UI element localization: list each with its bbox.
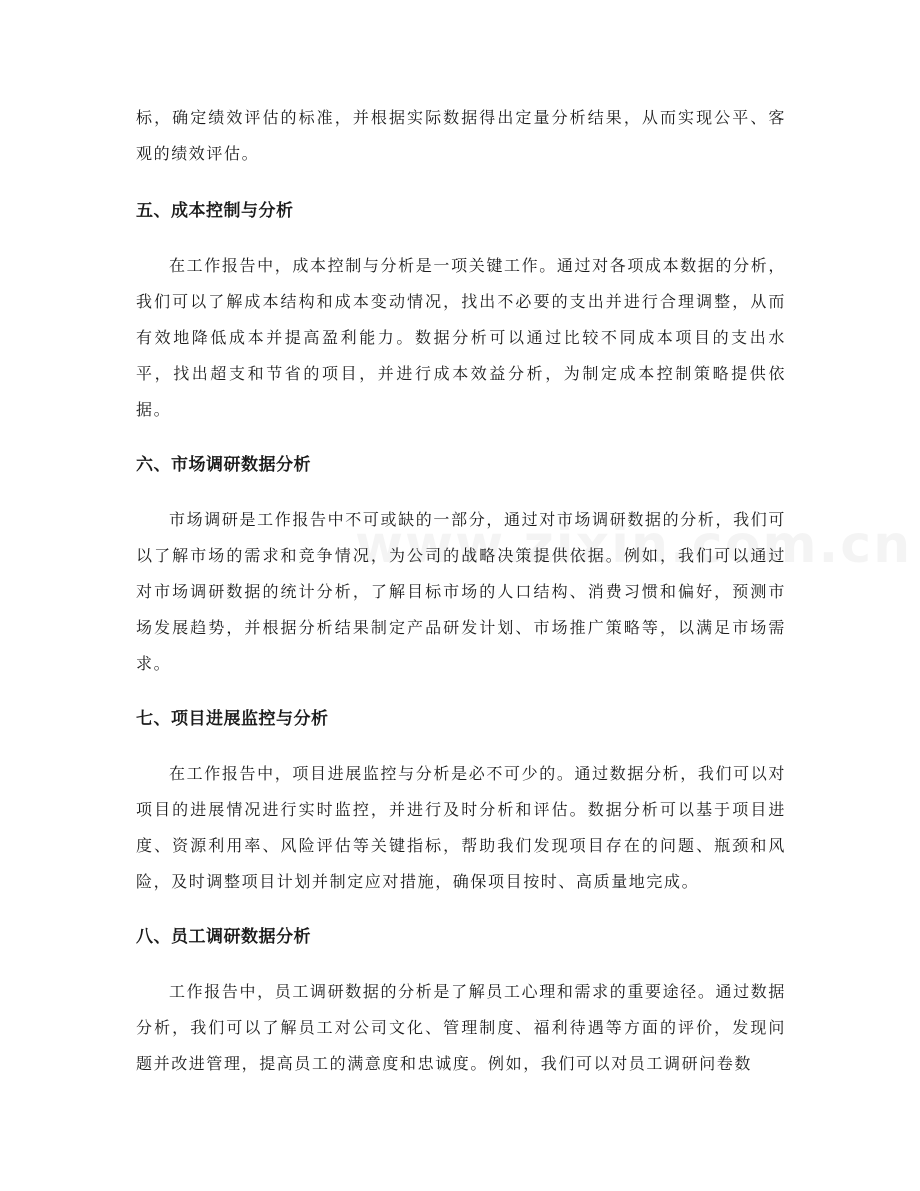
document-page — [136, 100, 786, 1082]
section-body-cost-control: 在工作报告中，成本控制与分析是一项关键工作。通过对各项成本数据的分析，我们可以了解成本结构和成本变动情况，找出不必要的支出并进行合理调整，从而有效地降低成本并提高盈利能力。数据分析可以通过比较不同成本项目的支出水平，找出超支和节省的项目，并进行成本效益分析，为制定成本控制策略提供依据。 — [136, 256, 786, 419]
section-body-employee-survey: 工作报告中，员工调研数据的分析是了解员工心理和需求的重要途径。通过数据分析，我们可以了解员工对公司文化、管理制度、福利待遇等方面的评价，发现问题并改进管理，提高员工的满意度和忠诚度。例如，我们可以对员工调研问卷数 — [136, 982, 786, 1073]
section-heading-employee-survey: 八、员工调研数据分析 — [136, 927, 311, 947]
section-body-market-research: 市场调研是工作报告中不可或缺的一部分，通过对市场调研数据的分析，我们可以了解市场的需求和竞争情况，为公司的战略决策提供依据。例如，我们可以通过对市场调研数据的统计分析，了解目标市场的人口结构、消费习惯和偏好，预测市场发展趋势，并根据分析结果制定产品研发计划、市场推广策略等，以满足市场需求。 — [136, 510, 786, 673]
section-heading-cost-control: 五、成本控制与分析 — [136, 201, 294, 221]
section-heading-project-monitoring: 七、项目进展监控与分析 — [136, 709, 329, 729]
section-heading-market-research: 六、市场调研数据分析 — [136, 455, 311, 475]
intro-paragraph: 标，确定绩效评估的标准，并根据实际数据得出定量分析结果，从而实现公平、客观的绩效评估。 — [136, 108, 786, 163]
section-body-project-monitoring: 在工作报告中，项目进展监控与分析是必不可少的。通过数据分析，我们可以对项目的进展情况进行实时监控，并进行及时分析和评估。数据分析可以基于项目进度、资源利用率、风险评估等关键指标，帮助我们发现项目存在的问题、瓶颈和风险，及时调整项目计划并制定应对措施，确保项目按时、高质量地完成。 — [136, 764, 786, 891]
